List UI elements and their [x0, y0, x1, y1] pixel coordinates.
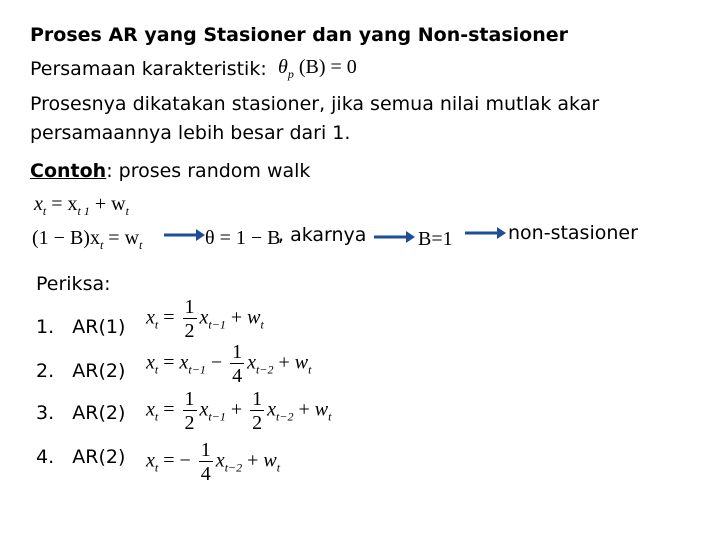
equals: = — [163, 398, 175, 421]
t-sub-w: t — [125, 204, 129, 218]
list-number: 1. — [36, 316, 55, 338]
w-var: w — [247, 306, 261, 329]
paragraph-line-1: Prosesnya dikatakan stasioner, jika semua nilai mutlak akar — [30, 93, 600, 115]
t-sub: t — [42, 204, 47, 218]
fraction-quarter — [199, 440, 213, 484]
list-label: AR(2) — [72, 402, 126, 424]
plus: + — [278, 351, 290, 374]
fraction-half — [250, 389, 264, 433]
fraction-half — [183, 389, 197, 433]
t-minus-2-sub: t−2 — [256, 362, 274, 377]
w-var: w — [263, 449, 277, 472]
t-sub: t — [154, 317, 159, 332]
minus: − — [179, 449, 191, 472]
theta-equation: θ = 1 − B — [205, 227, 281, 249]
equals: = — [163, 306, 175, 329]
plus-w: + w — [94, 193, 126, 215]
non-stationary-text: non-stasioner — [508, 222, 638, 244]
t-sub: t — [154, 362, 159, 377]
frac-num: 1 — [184, 296, 195, 318]
backshift-sub: t — [99, 238, 104, 252]
theta-symbol: θ — [278, 56, 288, 78]
t-sub: t — [276, 460, 281, 475]
arrow-icon — [463, 224, 507, 242]
t-minus-1-sub: t−1 — [208, 409, 226, 424]
frac-den: 2 — [184, 412, 195, 434]
formula-ar2-c — [146, 440, 280, 484]
list-item — [36, 404, 125, 423]
x-var: x — [215, 449, 225, 472]
list-label: AR(1) — [72, 316, 126, 338]
list-number: 4. — [36, 446, 55, 468]
backshift-equation — [32, 228, 142, 251]
char-arg: (B) — [298, 56, 326, 78]
list-item — [36, 448, 125, 467]
frac-num: 1 — [232, 341, 243, 363]
x-var: x — [179, 351, 189, 374]
t-minus-2-sub: t−2 — [276, 409, 294, 424]
frac-num: 1 — [184, 388, 195, 410]
x-var: x — [267, 398, 277, 421]
minus: − — [210, 351, 223, 374]
backshift-lhs: (1 − B)x — [32, 227, 100, 249]
char-eq-zero: = 0 — [330, 56, 357, 78]
equals: = — [163, 449, 175, 472]
formula-ar2-a — [146, 342, 311, 386]
frac-den: 4 — [232, 365, 243, 387]
characteristic-label: Persamaan karakteristik: — [30, 58, 267, 80]
x-var: x — [199, 398, 209, 421]
paragraph-line-2: persamaannya lebih besar dari 1. — [30, 122, 351, 144]
characteristic-equation — [278, 57, 357, 80]
t-minus-1-sub: t 1 — [77, 204, 90, 218]
plus: + — [298, 398, 310, 421]
t-sub: t — [328, 409, 332, 424]
fraction-quarter — [230, 342, 244, 386]
list-number: 2. — [36, 360, 55, 382]
t-minus-1-sub: t−1 — [188, 362, 206, 377]
equals: = — [163, 351, 175, 374]
periksa-label: Periksa: — [36, 273, 111, 295]
list-item — [36, 362, 125, 381]
frac-num: 1 — [252, 388, 263, 410]
b-equation: B=1 — [418, 228, 453, 250]
x-var: x — [146, 306, 155, 329]
x-var: x — [146, 398, 155, 421]
t-sub: t — [154, 409, 159, 424]
backshift-rhs: = w — [108, 227, 140, 249]
x-var: x — [146, 351, 155, 374]
plus: + — [230, 306, 243, 329]
formula-ar1 — [146, 297, 264, 341]
t-sub: t — [154, 460, 159, 475]
frac-den: 2 — [252, 412, 263, 434]
w-var: w — [294, 351, 309, 374]
example-heading — [30, 162, 310, 181]
list-label: AR(2) — [72, 360, 126, 382]
arrow-icon — [372, 228, 416, 246]
x-var: x — [247, 351, 257, 374]
frac-den: 4 — [200, 463, 211, 485]
t-sub: t — [260, 317, 264, 332]
plus: + — [247, 449, 259, 472]
t-minus-1-sub: t−1 — [208, 317, 226, 332]
frac-num: 1 — [200, 439, 211, 461]
t-minus-2-sub: t−2 — [224, 460, 243, 475]
akarnya-text: , akarnya — [278, 224, 367, 246]
frac-den: 2 — [184, 320, 195, 342]
fraction-half — [183, 297, 197, 341]
eq-rhs: = x — [51, 193, 78, 215]
t-sub: t — [308, 362, 312, 377]
example-label: Contoh — [30, 160, 107, 182]
list-item — [36, 318, 125, 337]
example-text: : proses random walk — [106, 160, 311, 182]
page-title: Proses AR yang Stasioner dan yang Non-stasioner — [30, 24, 568, 46]
random-walk-equation — [34, 194, 129, 217]
x-var: x — [199, 306, 209, 329]
arrow-icon — [162, 226, 206, 244]
formula-ar2-b — [146, 389, 331, 433]
list-number: 3. — [36, 402, 55, 424]
x-var: x — [34, 193, 43, 215]
x-var: x — [146, 449, 155, 472]
theta-subscript: p — [287, 67, 294, 81]
backshift-rhs-sub: t — [139, 238, 143, 252]
plus: + — [230, 398, 243, 421]
list-label: AR(2) — [72, 446, 126, 468]
w-var: w — [314, 398, 329, 421]
